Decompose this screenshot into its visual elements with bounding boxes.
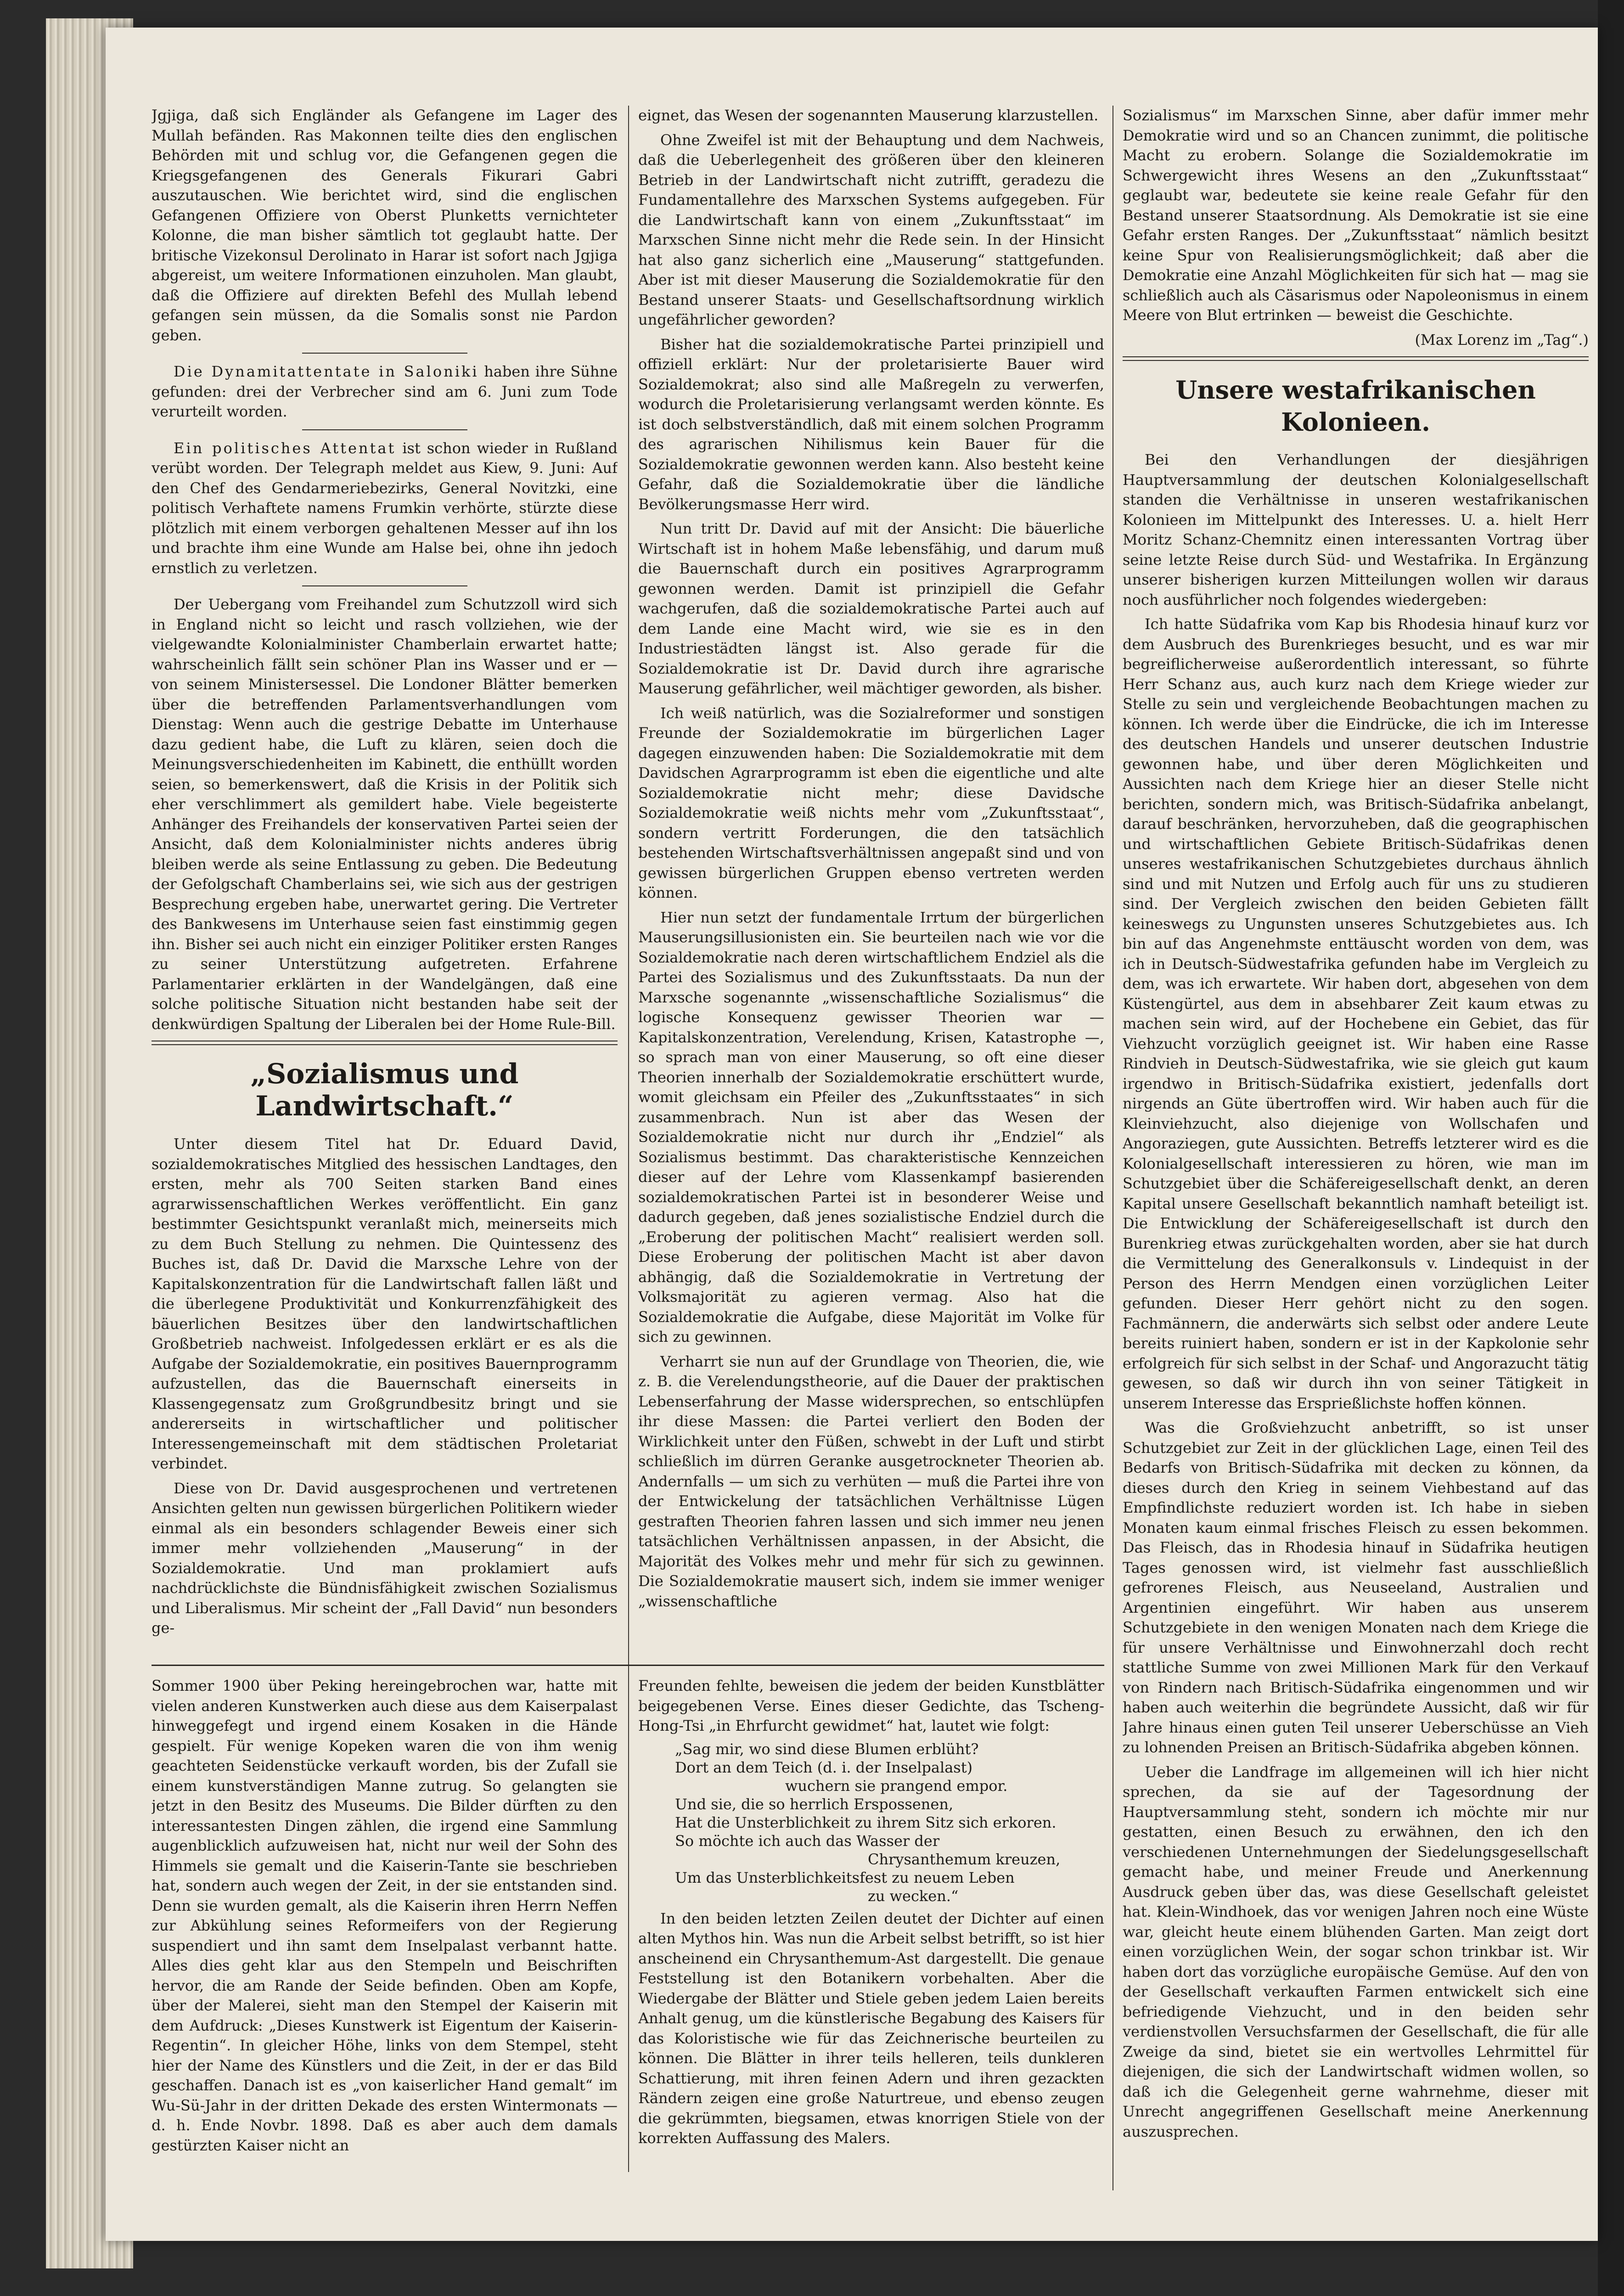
paragraph-attentat (152, 439, 618, 579)
feuilleton-paragraph-1: Sommer 1900 über Peking hereingebrochen war, hatte mit vielen anderen Kunstwerken auch diese aus dem Kaiserpalast hinweggefegt und irgend einem Kosaken in die Hände gespielt. Für wenige Kopeken waren die von ihm wenig geachteten Seidenstücke verkauft worden, bis der Zufall sie einem kunstverständigen Manne zutrug. So gelangten sie jetzt in den Besitz des Museums. Die Bilder dürften zu den interessantesten Dingen zählen, die irgend eine Sammlung augenblicklich aufzuweisen hat, nicht nur weil der Sohn des Himmels sie gemalt und die Kaiserin-Tante sie beschrieben hat, sondern auch wegen der Zeit, in der sie entstanden sind. Denn sie wurden gemalt, als die Kaiserin ihren Herrn Neffen zur Abkühlung seines Reformeifers von der Regierung suspendiert und ihn samt dem Inselpalast verbannt hatte. Alles dies geht klar aus den Stempeln und Beischriften hervor, die am Rande der Seide befinden. Oben am Kopfe, über der Malerei, sieht man den Stempel der Kaiserin mit dem Aufdruck: „Dieses Kunstwerk ist Eigentum der Kaiserin-Regentin“. In gleicher Höhe, links von dem Stempel, steht hier der Name des Künstlers und die Zeit, in der er das Bild geschaffen. Danach ist es „von kaiserlicher Hand gemalt“ im Wu-Sü-Jahr in der dritten Dekade des ersten Wintermonats — d. h. Ende Novbr. 1898. Daß es aber auch dem damals gestürzten Kaiser nicht an (152, 1677, 618, 2154)
poem-line: wuchern sie prangend empor. (785, 1777, 1008, 1795)
section-divider (1123, 356, 1589, 361)
poem-line: Und sie, die so herrlich Erspossenen, (675, 1795, 954, 1813)
feuilleton-paragraph-2: In den beiden letzten Zeilen deutet der Dichter auf einen alten Mythos hin. Was nun die Arbeit selbst betrifft, so ist hier anscheinend ein Chrysanthemum-Ast dargestellt. Die genaue Feststellung ist den Botanikern vorbehalten. Aber die Wiedergabe der Blätter und Stiele geben jedem Laien bereits Anhalt genug, um die künstlerische Begabung des Kaisers für das Koloristische wie für das Zeichnerische beurteilen zu können. Die Blätter in ihrer teils helleren, teils dunkleren Schattierung, mit ihren feinen Adern und ihren gezackten Rändern zeigen eine große Naturtreue, und ebenso zeugen die gekrümmten, biegsamen, etwas knorrigen Stiele von der korrekten Auffassung des Malers. (638, 1909, 1104, 2147)
poem-line: Um das Unsterblichkeitsfest zu neuem Leben (675, 1868, 1015, 1886)
newspaper-page (106, 28, 1598, 2241)
paragraph-attentat-body: ist schon wieder in Rußland verübt worden. Der Telegraph meldet aus Kiew, 9. Juni: Auf den Chef des Gendarmeriebezirks, General Novitzki, eine politisch Verhaftete namens Frumkin verhörte, stürzte diese plötzlich mit einem verborgen gehaltenen Messer auf ihn los und brachte ihm eine Wunde am Halse bei, ohne ihn jedoch ernstlich zu verletzen. (152, 439, 618, 577)
poem-line: So möchte ich auch das Wasser der (675, 1832, 940, 1850)
paragraph-saloniki-body: haben ihre Sühne gefunden: drei der Verbrecher sind am 6. Juni zum Tode verurteilt worden. (152, 363, 618, 420)
paragraph-david-2: Diese von Dr. David ausgesprochenen und vertretenen Ansichten gelten nun gewissen bürgerlichen Politikern wieder einmal als ein besonders schlagender Beweis einer sich immer mehr vollziehenden „Mauserung“ in der Sozialdemokratie. Und man proklamiert aufs nachdrücklichste die Bündnisfähigkeit zwischen Sozialismus und Liberalismus. Mir scheint der „Fall David“ nun besonders ge- (152, 1479, 618, 1637)
paragraph-col2-5: Ich weiß natürlich, was die Sozialreformer und sonstigen Freunde der Sozialdemokratie im bürgerlichen Lager dagegen einzuwenden haben: Die Sozialdemokratie mit dem Davidschen Agrarprogramm ist eben die eigentliche und alte Sozialdemokratie nicht mehr; diese Davidsche Sozialdemokratie weiß nichts mehr vom „Zukunftsstaat“, sondern vertritt Forderungen, die den tatsächlich bestehenden Wirtschaftsverhältnissen angepaßt sind und von gewissen bürgerlichen Gruppen ebenso vertreten werden können. (638, 704, 1104, 901)
paragraph-saloniki-head: Die Dynamitattentate in Saloniki (174, 363, 479, 380)
paragraph-col2-7: Verharrt sie nun auf der Grundlage von Theorien, die, wie z. B. die Verelendungstheorie, auf die Dauer der praktischen Lebenserfahrung der Masse widersprechen, so entschlüpfen ihr diese Massen: die Partei verliert den Boden der Wirklichkeit unter den Füßen, schwebt in der Luft und stirbt schließlich im dürren Geranke ausgetrockneter Theorien ab. Andernfalls — um sich zu verhüten — muß die Partei ihre von der Entwickelung der tatsächlichen Verhältnisse Lügen gestraften Theorien fahren lassen und sich immer neu jenen tatsächlichen Verhältnissen anpassen, in der Absicht, die Majorität des Volkes mehr und mehr für sich zu gewinnen. Die Sozialdemokratie mausert sich, indem sie immer weniger „wissenschaftliche (638, 1352, 1104, 1610)
poem-line: „Sag mir, wo sind diese Blumen erblüht? (675, 1740, 979, 1758)
byline: (Max Lorenz im „Tag“.) (1415, 331, 1589, 349)
paragraph-col3-4: Was die Großviehzucht anbetrifft, so ist unser Schutzgebiet zur Zeit in der glücklichen Lage, einen Teil des Bedarfs von Britisch-Südafrika mit decken zu können, da dieses durch den Krieg in seinem Viehbestand auf das Empfindlichste reduziert worden ist. Ich habe in sieben Monaten kaum einmal frisches Fleisch zu essen bekommen. Das Fleisch, das in Rhodesia hinauf in Südafrika heutigen Tages genossen wird, ist vielmehr fast ausschließlich gefrorenes Fleisch, aus Neuseeland, Australien und Argentinien eingeführt. Wir haben aus unserem Schutzgebiete in den wenigen Monaten nach dem Kriege die für unsere Verhältnisse und Einwohnerzahl doch recht stattliche Summe von zwei Millionen Mark für den Verkauf von Rindern nach Britisch-Südafrika eingenommen und wir haben auch weiterhin die begründete Aussicht, daß wir für Jahre hinaus einen guten Teil unserer Ueberschüsse an Vieh zu lohnenden Preisen an Britisch-Südafrika abgeben können. (1123, 1419, 1589, 1756)
article-heading-sozialismus: „Sozialismus und Landwirtschaft.“ (250, 1058, 519, 1122)
separator (302, 429, 467, 430)
paragraph-col3-5: Ueber die Landfrage im allgemeinen will ich hier nicht sprechen, da sie auf der Tagesordnung der Hauptversammlung steht, sondern ich möchte mir nur gestatten, einen Besuch zu erwähnen, den ich den verschiedenen Unternehmungen der Siedelungsgesellschaft gemacht habe, und meiner Freude und Anerkennung Ausdruck geben über das, was diese Gesellschaft geleistet hat. Klein-Windhoek, das vor wenigen Jahren noch eine Wüste war, gleicht heute einem blühenden Garten. Man zeigt dort einen vorzüglichen Wein, der sogar schon trinkbar ist. Wir haben dort das vorzügliche europäische Gemüse. Auf den von der Gesellschaft verkauften Farmen entwickelt sich eine befriedigende Viehzucht, und in den beiden sehr verdienstvollen Versuchsfarmen der Gesellschaft, die für alle Zweige da sind, bietet sie ein wertvolles Lehrmittel für diejenigen, die sich der Landwirtschaft widmen wollen, so daß ich die Gelegenheit gerne wahrnehme, dieser mit Unrecht angegriffenen Gesellschaft meine Anerkennung auszusprechen. (1123, 1763, 1589, 2140)
separator (302, 353, 467, 354)
poem-line: Hat die Unsterblichkeit zu ihrem Sitz sich erkoren. (675, 1813, 1056, 1831)
feuilleton-column-2 (638, 1676, 1104, 2227)
section-divider (152, 1041, 618, 1045)
column-2 (638, 106, 1104, 1658)
poem-line: Chrysanthemum kreuzen, (868, 1850, 1061, 1868)
paragraph-col2-3: Bisher hat die sozialdemokratische Partei prinzipiell und offiziell erklärt: Nur der proletarisierte Bauer wird Sozialdemokrat; also sind alle Maßregeln zu verwerfen, wodurch die Proletarisierung verlangsamt werden könnte. Es ist doch selbstverständlich, daß mit einem solchen Programm des agrarischen Nihilismus kein Bauer für die Sozialdemokratie gewonnen werden kann. Also besteht keine Gefahr, daß die Sozialdemokratie über die ländliche Bevölkerungsmasse Herr wird. (638, 335, 1104, 513)
paragraph-col2-4: Nun tritt Dr. David auf mit der Ansicht: Die bäuerliche Wirtschaft ist in hohem Maße lebensfähig, und darum muß die Bauernschaft durch ein positives Agrarprogramm gewonnen werden. Damit ist prinzipiell die Gefahr wachgerufen, daß die sozialdemokratische Partei auch auf dem Lande eine Macht wird, wie sie es in den Industriestädten längst ist. Also gerade für die Sozialdemokratie ist Dr. David durch ihre agrarische Mauserung gefährlicher, weil mächtiger geworden, als bisher. (638, 520, 1104, 697)
paragraph-col3-2: Bei den Verhandlungen der diesjährigen Hauptversammlung der deutschen Kolonialgesellschaft standen die Verhältnisse in unseren westafrikanischen Kolonieen im Mittelpunkt des Interesses. U. a. hielt Herr Moritz Schanz-Chemnitz einen interessanten Vortrag über seine letzte Reise durch Süd- und Westafrika. In Ergänzung unserer bisherigen kurzen Mitteilungen wollen wir daraus noch ausführlicher noch folgendes wiedergeben: (1123, 451, 1589, 608)
feuilleton-column-1 (152, 1676, 618, 2227)
poem-line: zu wecken.“ (868, 1887, 959, 1905)
paragraph-attentat-head: Ein politisches Attentat (174, 439, 396, 457)
paragraph-col3-1: Sozialismus“ im Marxschen Sinne, aber dafür immer mehr Demokratie wird und so an Chancen zunimmt, die politische Macht zu erobern. Solange die Sozialdemokratie im Schwergewicht ihres Wesens an den „Zukunftsstaat“ geglaubt war, bedeutete sie keine reale Gefahr für den Bestand unserer Staatsordnung. Als Demokratie ist sie eine Gefahr ersten Ranges. Der „Zukunftsstaat“ nämlich besitzt keine Spur von Realisierungsmöglichkeit; daß aber die Demokratie eine Anzahl Möglichkeiten für sich hat — mag sie schließlich auch als Cäsarismus oder Napoleonismus in einem Meere von Blut ertrinken — beweist die Geschichte. (1123, 107, 1589, 324)
column-rule (628, 106, 629, 2172)
feuilleton-intro: Freunden fehlte, beweisen die jedem der beiden Kunstblätter beigegebenen Verse. Eines dieser Gedichte, das Tscheng-Hong-Tsi „in Ehrfurcht gewidmet“ hat, lautet wie folgt: (638, 1677, 1104, 1734)
paragraph-saloniki (152, 362, 618, 422)
feuilleton-divider (152, 1665, 1104, 1666)
column-3 (1123, 106, 1589, 2190)
paragraph-col2-6: Hier nun setzt der fundamentale Irrtum der bürgerlichen Mauserungsillusionisten ein. Sie beurteilen nach wie vor die Sozialdemokratie nach deren wirtschaftlichem Endziel als die Partei des Sozialismus und des Zukunftsstaats. Da nun der Marxsche sogenannte „wissenschaftliche Sozialismus“ die logische Konsequenz gewisser Theorien war — Kapitalskonzentration, Verelendung, Krisen, Katastrophe —, so sprach man von einer Mauserung, so oft eine dieser Theorien innerhalb der Sozialdemokratie erschüttert wurde, womit gleichsam ein Pfeiler des „Zukunftsstaates“ in sich zusammenbrach. Nun ist aber das Wesen der Sozialdemokratie nicht nur durch ihr „Endziel“ als Sozialismus bestimmt. Das charakteristische Kennzeichen dieser auf der Lehre vom Klassenkampf basierenden sozialdemokratischen Partei ist in besonderer Weise und dadurch gegeben, daß jenes sozialistische Endziel durch die „Eroberung der politischen Macht“ realisiert werden soll. Diese Eroberung der politischen Macht ist aber davon abhängig, daß die Sozialdemokratie in Vertretung der Volksmajorität zu agieren vermag. Also hat die Sozialdemokratie die Aufgabe, diese Majorität im Volke für sich zu gewinnen. (638, 908, 1104, 1345)
paragraph-col2-1: eignet, das Wesen der sogenannten Mauserung klarzustellen. (638, 107, 1099, 124)
paragraph-david-1: Unter diesem Titel hat Dr. Eduard David, sozialdemokratisches Mitglied des hessischen Landtages, den ersten, mehr als 700 Seiten starken Band eines agrarwissenschaftlichen Werkes veröffentlicht. Ein ganz bestimmter Gesichtspunkt veranlaßt mich, meinerseits mich zu dem Buch Stellung zu nehmen. Die Quintessenz des Buches ist, daß Dr. David die Marxsche Lehre von der Kapitalskonzentration für die Landwirtschaft fallen läßt und die überlegene Produktivität und Konkurrenzfähigkeit des bäuerlichen Besitzes über den landwirtschaftlichen Großbetrieb nachweist. Infolgedessen erklärt er es als die Aufgabe der Sozialdemokratie, ein positives Bauernprogramm aufzustellen, das die Bauernschaft einerseits in Klassengegensatz zum Großgrundbesitz bringt und sie andererseits in wirtschaftlicher und politischer Interessengemeinschaft mit dem städtischen Proletariat verbindet. (152, 1135, 618, 1472)
paragraph-somali: Jgjiga, daß sich Engländer als Gefangene im Lager des Mullah befänden. Ras Makonnen teilte dies den englischen Behörden mit und schlug vor, die Gefangenen gegen die Kriegsgefangenen des Generals Fikurari Gabri auszutauschen. Wie berichtet wird, sind die englischen Gefangenen Offiziere von Oberst Plunketts vernichteter Kolonne, die man bisher sämtlich tot geglaubt hatte. Der britische Vizekonsul Derolinato in Harar ist sofort nach Jgjiga abgereist, um weitere Informationen einzuholen. Man glaubt, daß die Offiziere auf direkten Befehl des Mullah lebend gefangen sein müssen, da die Somalis sonst nie Pardon geben. (152, 107, 618, 344)
article-heading-kolonien: Unsere westafrikanischen Kolonieen. (1175, 375, 1536, 437)
column-1 (152, 106, 618, 1658)
poem-line: Dort an dem Teich (d. i. der Inselpalast) (675, 1758, 973, 1776)
scan-right-edge (1598, 0, 1624, 2296)
poem (638, 1740, 1104, 1905)
paragraph-freihandel: Der Uebergang vom Freihandel zum Schutzzoll wird sich in England nicht so leicht und rasch vollziehen, wie der vielgewandte Kolonialminister Chamberlain erwartet hatte; wahrscheinlich fällt sein schöner Plan ins Wasser und er — von seinem Ministersessel. Die Londoner Blätter bemerken über die betreffenden Parlamentsverhandlungen vom Dienstag: Wenn auch die gestrige Debatte im Unterhause dazu gedient habe, die Luft zu klären, seien doch die Meinungsverschiedenheiten im Kabinett, die enthüllt worden seien, so bemerkenswert, daß die Krisis in der Politik sich eher verschlimmert als gemildert habe. Viele begeisterte Anhänger des Freihandels der konservativen Partei seien der Ansicht, daß dem Kolonialminister nichts anderes übrig bleiben werde als seine Entlassung zu geben. Die Bedeutung der Gefolgschaft Chamberlains sei, wie sich aus der gestrigen Besprechung ergeben habe, unerwartet gering. Die Vertreter des Bankwesens im Unterhause seien fast einstimmig gegen ihn. Bisher sei auch nicht ein einziger Politiker ersten Ranges zu seiner Unterstützung aufgetreten. Erfahrene Parlamentarier erklärten in der Wandelgängen, daß eine solche politische Situation nicht bestanden habe seit der denkwürdigen Spaltung der Liberalen bei der Home Rule-Bill. (152, 596, 618, 1033)
separator (302, 585, 467, 586)
paragraph-col2-2: Ohne Zweifel ist mit der Behauptung und dem Nachweis, daß die Ueberlegenheit des größeren über den kleineren Betrieb in der Landwirtschaft nicht zutrifft, geradezu die Fundamentallehre des Marxschen Systems aufgegeben. Für die Landwirtschaft kann von einem „Zukunftsstaat“ im Marxschen Sinne nicht mehr die Rede sein. In der Hinsicht hat also ganz sicherlich eine „Mauserung“ stattgefunden. Aber ist mit dieser Mauserung die Sozialdemokratie für den Bestand unserer Staats- und Gesellschaftsordnung wirklich ungefährlicher geworden? (638, 131, 1104, 328)
paragraph-col3-3: Ich hatte Südafrika vom Kap bis Rhodesia hinauf kurz vor dem Ausbruch des Burenkrieges besucht, und es war mir begreiflicherweise außerordentlich interessant, so führte Herr Schanz aus, auch kurz nach dem Kriege wieder zur Stelle zu sein und vergleichende Beobachtungen machen zu können. Ich werde über die Eindrücke, die ich im Interesse des deutschen Handels und unserer deutschen Industrie gewonnen habe, und über deren Möglichkeiten und Aussichten nach dem Kriege hier an dieser Stelle nicht berichten, sondern mich, was Britisch-Südafrika anbelangt, darauf beschränken, hervorzuheben, daß die geographischen und wirtschaftlichen Gebiete Britisch-Südafrikas denen unseres westafrikanischen Schutzgebietes durchaus ähnlich sind und mit Nutzen und Erfolg auch für uns zu studieren sind. Der Vergleich zwischen den beiden Gebieten fällt keineswegs zu Ungunsten unseres Schutzgebietes aus. Ich bin auf das Angenehmste enttäuscht worden von dem, was ich in Deutsch-Südwestafrika gefunden habe im Vergleich zu dem, was ich erwartete. Wir haben dort, abgesehen von dem Küstengürtel, aus dem in absehbarer Zeit kaum etwas zu machen sein wird, auf der Hochebene ein Gebiet, das für Viehzucht vorzüglich geeignet ist. Wir haben eine Rasse Rindvieh in Deutsch-Südwestafrika, wie sie gleich gut kaum irgendwo in Britisch-Südafrika existiert, jedenfalls dort nirgends an Güte übertroffen wird. Wir haben auch für die Kleinviehzucht, also diejenige von Wollschafen und Angoraziegen, gute Aussichten. Betreffs letzterer wird es die Kolonialgesellschaft interessieren zu hören, wie man im Schutzgebiet über die Schäfereigesellschaft denkt, an deren Kapital unsere Gesellschaft bekanntlich namhaft beteiligt ist. Die Entwicklung der Schäfereigesellschaft ist durch den Burenkrieg etwas zurückgehalten worden, aber sie hat durch die Vermittelung des Generalkonsuls v. Lindequist in der Person des Herrn Mendgen einen vorzüglichen Leiter gefunden. Dieser Herr gehört nicht zu den sogen. Fachmännern, die anderwärts sich selbst oder andere Leute bereits ruiniert haben, sondern er ist in der Kapkolonie sehr erfolgreich für sich selbst in der Schaf- und Angorazucht tätig gewesen, so daß wir durch ihn von seiner Tätigkeit in unserem Interesse das Ersprießlichste hoffen können. (1123, 615, 1589, 1412)
